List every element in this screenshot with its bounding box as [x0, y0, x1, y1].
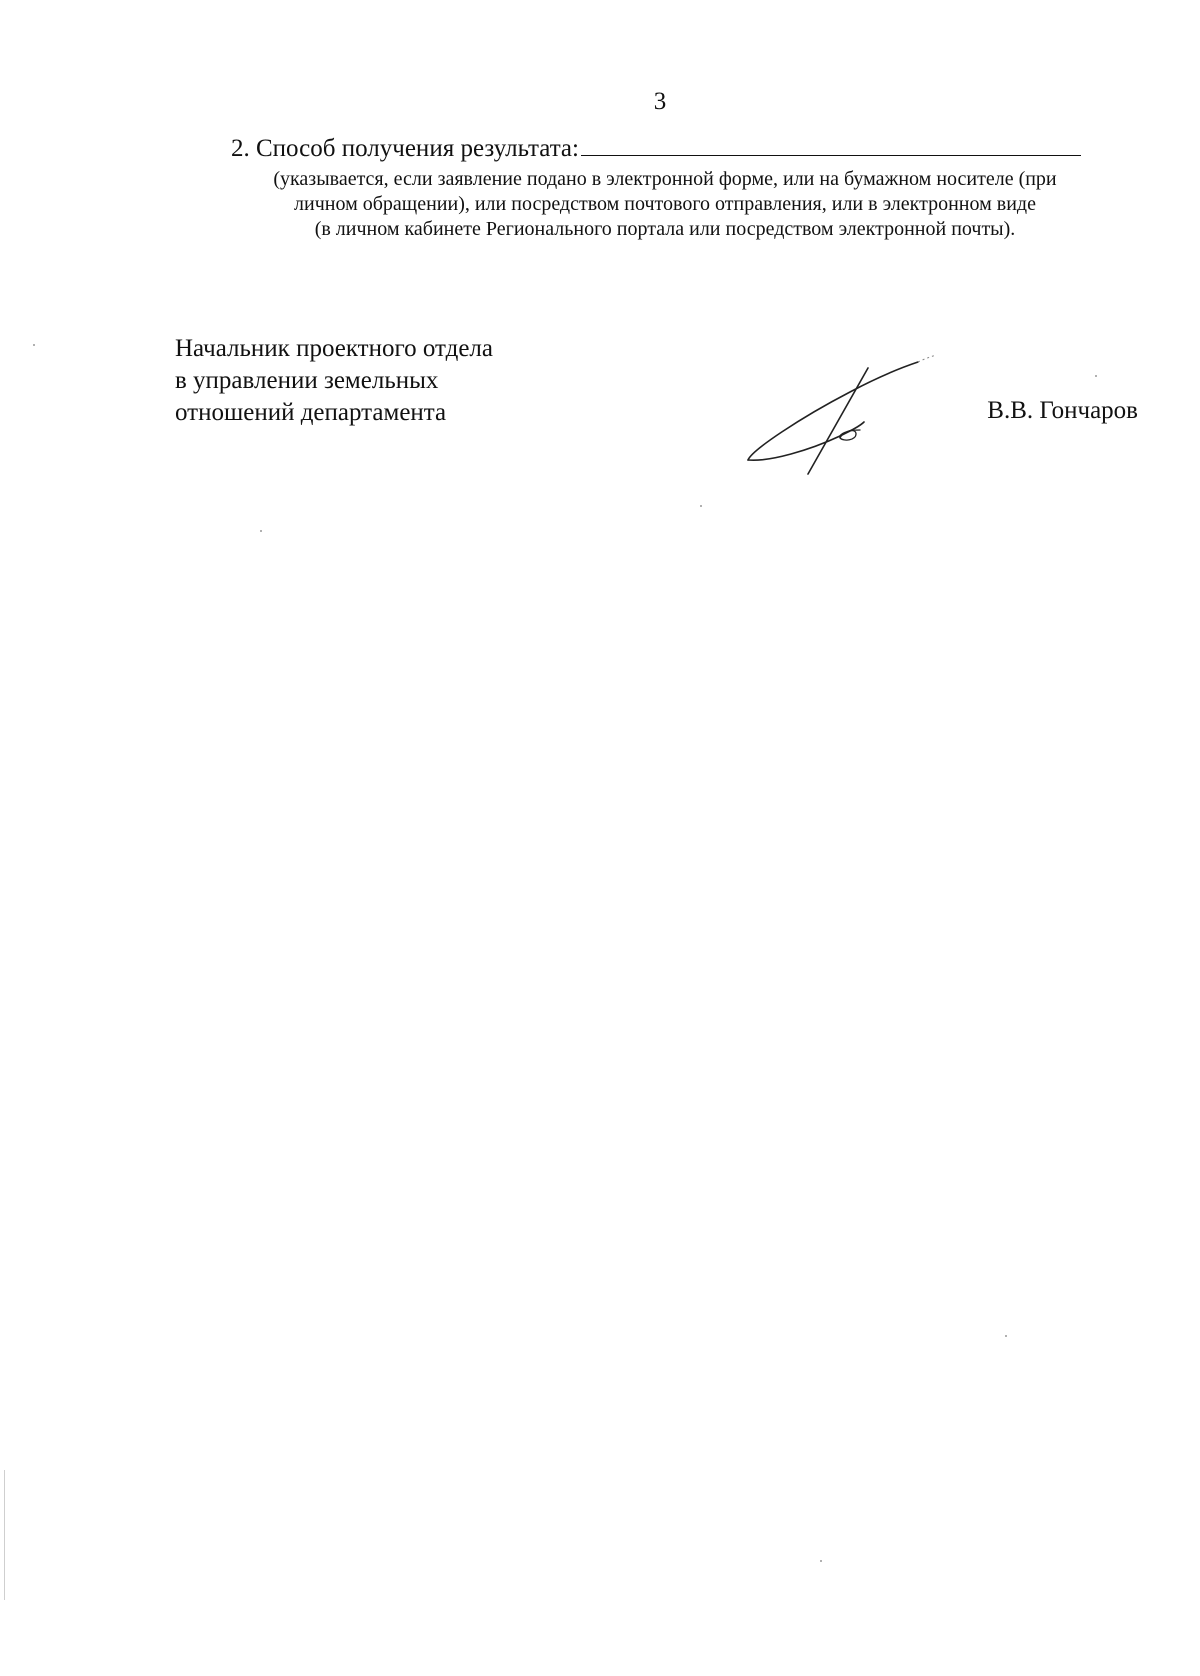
position-line: отношений департамента [175, 399, 447, 426]
note-line: (в личном кабинете Регионального портала или посредством электронной почты). [314, 218, 1016, 240]
scan-speck [1005, 1335, 1007, 1337]
handwritten-signature [740, 350, 940, 480]
receipt-method-line [231, 133, 1081, 163]
receipt-method-label: 2. Способ получения результата: [231, 135, 579, 162]
page-number: 3 [653, 88, 667, 115]
signer-name: В.В. Гончаров [987, 397, 1138, 424]
receipt-method-note [170, 167, 1160, 242]
position-line: в управлении земельных [175, 367, 439, 394]
note-line: личном обращении), или посредством почтового отправления, или в электронном виде [294, 193, 1036, 215]
scan-speck [700, 505, 702, 507]
scan-edge-line [4, 1470, 5, 1600]
scan-speck [33, 344, 35, 346]
position-line: Начальник проектного отдела [175, 335, 494, 362]
signatory-position [175, 333, 493, 429]
receipt-method-blank [581, 133, 1081, 156]
scan-speck [820, 1560, 822, 1562]
scan-speck [260, 530, 262, 532]
note-line: (указывается, если заявление подано в электронной форме, или на бумажном носителе (при [273, 168, 1057, 190]
scan-speck [1095, 375, 1097, 377]
